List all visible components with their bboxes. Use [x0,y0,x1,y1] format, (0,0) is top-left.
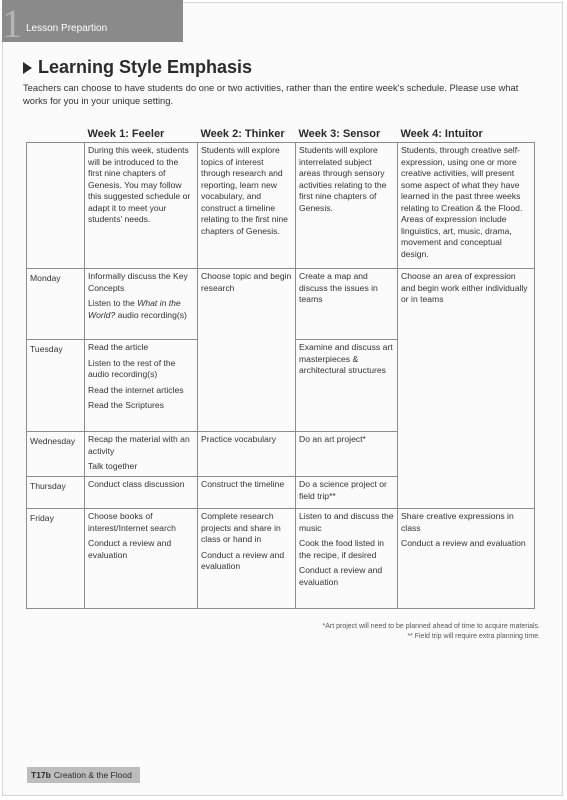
footnote-field-trip: ** Field trip will require extra planning time. [407,633,540,640]
overview-week3: Students will explore interrelated subject areas through sensory activities relating to the first nine chapters of Genesis. [296,143,398,269]
table-row-friday [27,509,535,609]
header-week1: Week 1: Feeler [87,127,165,140]
friday-week1-item: Choose books of interest/Internet search [88,511,176,533]
friday-week4-item: Share creative expressions in class [401,511,514,533]
thursday-week2: Construct the timeline [198,477,296,509]
page-title [23,57,252,78]
tuesday-week1-item: Read the article [88,342,149,352]
friday-week2 [198,509,296,609]
friday-week3-item: Conduct a review and evaluation [299,565,383,587]
section-header-tab [2,0,183,46]
schedule-table [26,124,535,609]
overview-week2: Students will explore topics of interest through research and reporting, learn new vocabulary, and construct a timeline relating to the first nine chapters of Genesis. [198,143,296,269]
monday-week3: Create a map and discuss the issues in teams [296,269,398,340]
friday-week2-item: Complete research projects and share in class or hand in [201,511,281,544]
friday-week3-item: Cook the food listed in the recipe, if desired [299,538,385,560]
table-header-row [27,124,535,143]
mon-tue-week2: Choose topic and begin research [198,269,296,432]
monday-week1 [85,269,198,340]
friday-week4 [398,509,535,609]
monday-week1-item: Informally discuss the Key Concepts [88,271,188,293]
friday-week3 [296,509,398,609]
friday-week4-item: Conduct a review and evaluation [401,538,526,548]
wednesday-week1-item: Talk together [88,461,138,471]
audio-title: What in the World? [88,298,181,320]
wednesday-week1 [85,432,198,477]
page-number: T17b [31,770,51,780]
wednesday-week3: Do an art project* [296,432,398,477]
tuesday-week1 [85,340,198,432]
table-row-overview [27,143,535,269]
friday-week1-item: Conduct a review and evaluation [88,538,172,560]
overview-day-blank [27,143,85,269]
day-friday: Friday [27,509,85,609]
audio-text-post: audio recording(s) [115,309,187,320]
friday-week3-item: Listen to and discuss the music [299,511,394,533]
tuesday-week1-item: Read the internet articles [88,384,184,395]
day-wednesday: Wednesday [27,432,85,477]
page-title-text: Learning Style Emphasis [38,57,253,77]
day-monday: Monday [27,269,85,340]
footnote-art: *Art project will need to be planned ahead of time to acquire materials. [322,623,540,630]
friday-week1 [85,509,198,609]
day-tuesday: Tuesday [27,340,85,432]
tuesday-week3: Examine and discuss art masterpieces & architectural structures [296,340,398,432]
header-week3: Week 3: Sensor [298,127,381,140]
overview-week1: During this week, students will be introduced to the first nine chapters of Genesis. You may follow this suggested schedule or adapt it to meet your students' needs. [85,143,198,269]
wednesday-week2: Practice vocabulary [198,432,296,477]
monday-week1-item [88,298,194,321]
header-week2: Week 2: Thinker [200,127,285,140]
intro-paragraph: Teachers can choose to have students do one or two activities, rather than the entire week's schedule. Please use what works for you in your unique setting. [23,82,519,106]
day-thursday: Thursday [27,477,85,509]
book-title: Creation & the Flood [53,770,132,780]
overview-week4: Students, through creative self-expression, using one or more creative activities, will present some aspect of what they have learned in the past three weeks relating to Creation & the Flood. Areas of expression include linguistics, art, music, drama, movement and conceptual design. [398,143,535,269]
friday-week2-item: Conduct a review and evaluation [201,549,285,571]
tuesday-week1-item: Listen to the rest of the audio recording(s) [88,357,176,379]
triangle-bullet-icon [23,62,32,74]
section-number: 1 [2,1,22,46]
thursday-week3: Do a science project or field trip** [296,477,398,509]
page-footer [27,767,140,783]
thursday-week1: Conduct class discussion [85,477,198,509]
wednesday-week1-item: Recap the material with an activity [88,434,190,456]
section-label: Lesson Prepartion [26,23,108,34]
tuesday-week1-item: Read the Scriptures [88,400,164,410]
mon-thu-week4: Choose an area of expression and begin work either individually or in teams [398,269,535,509]
header-week4: Week 4: Intuitor [400,127,483,140]
table-row-monday [27,269,535,340]
audio-text-pre: Listen to the [88,298,138,308]
header-day-blank [27,124,85,143]
